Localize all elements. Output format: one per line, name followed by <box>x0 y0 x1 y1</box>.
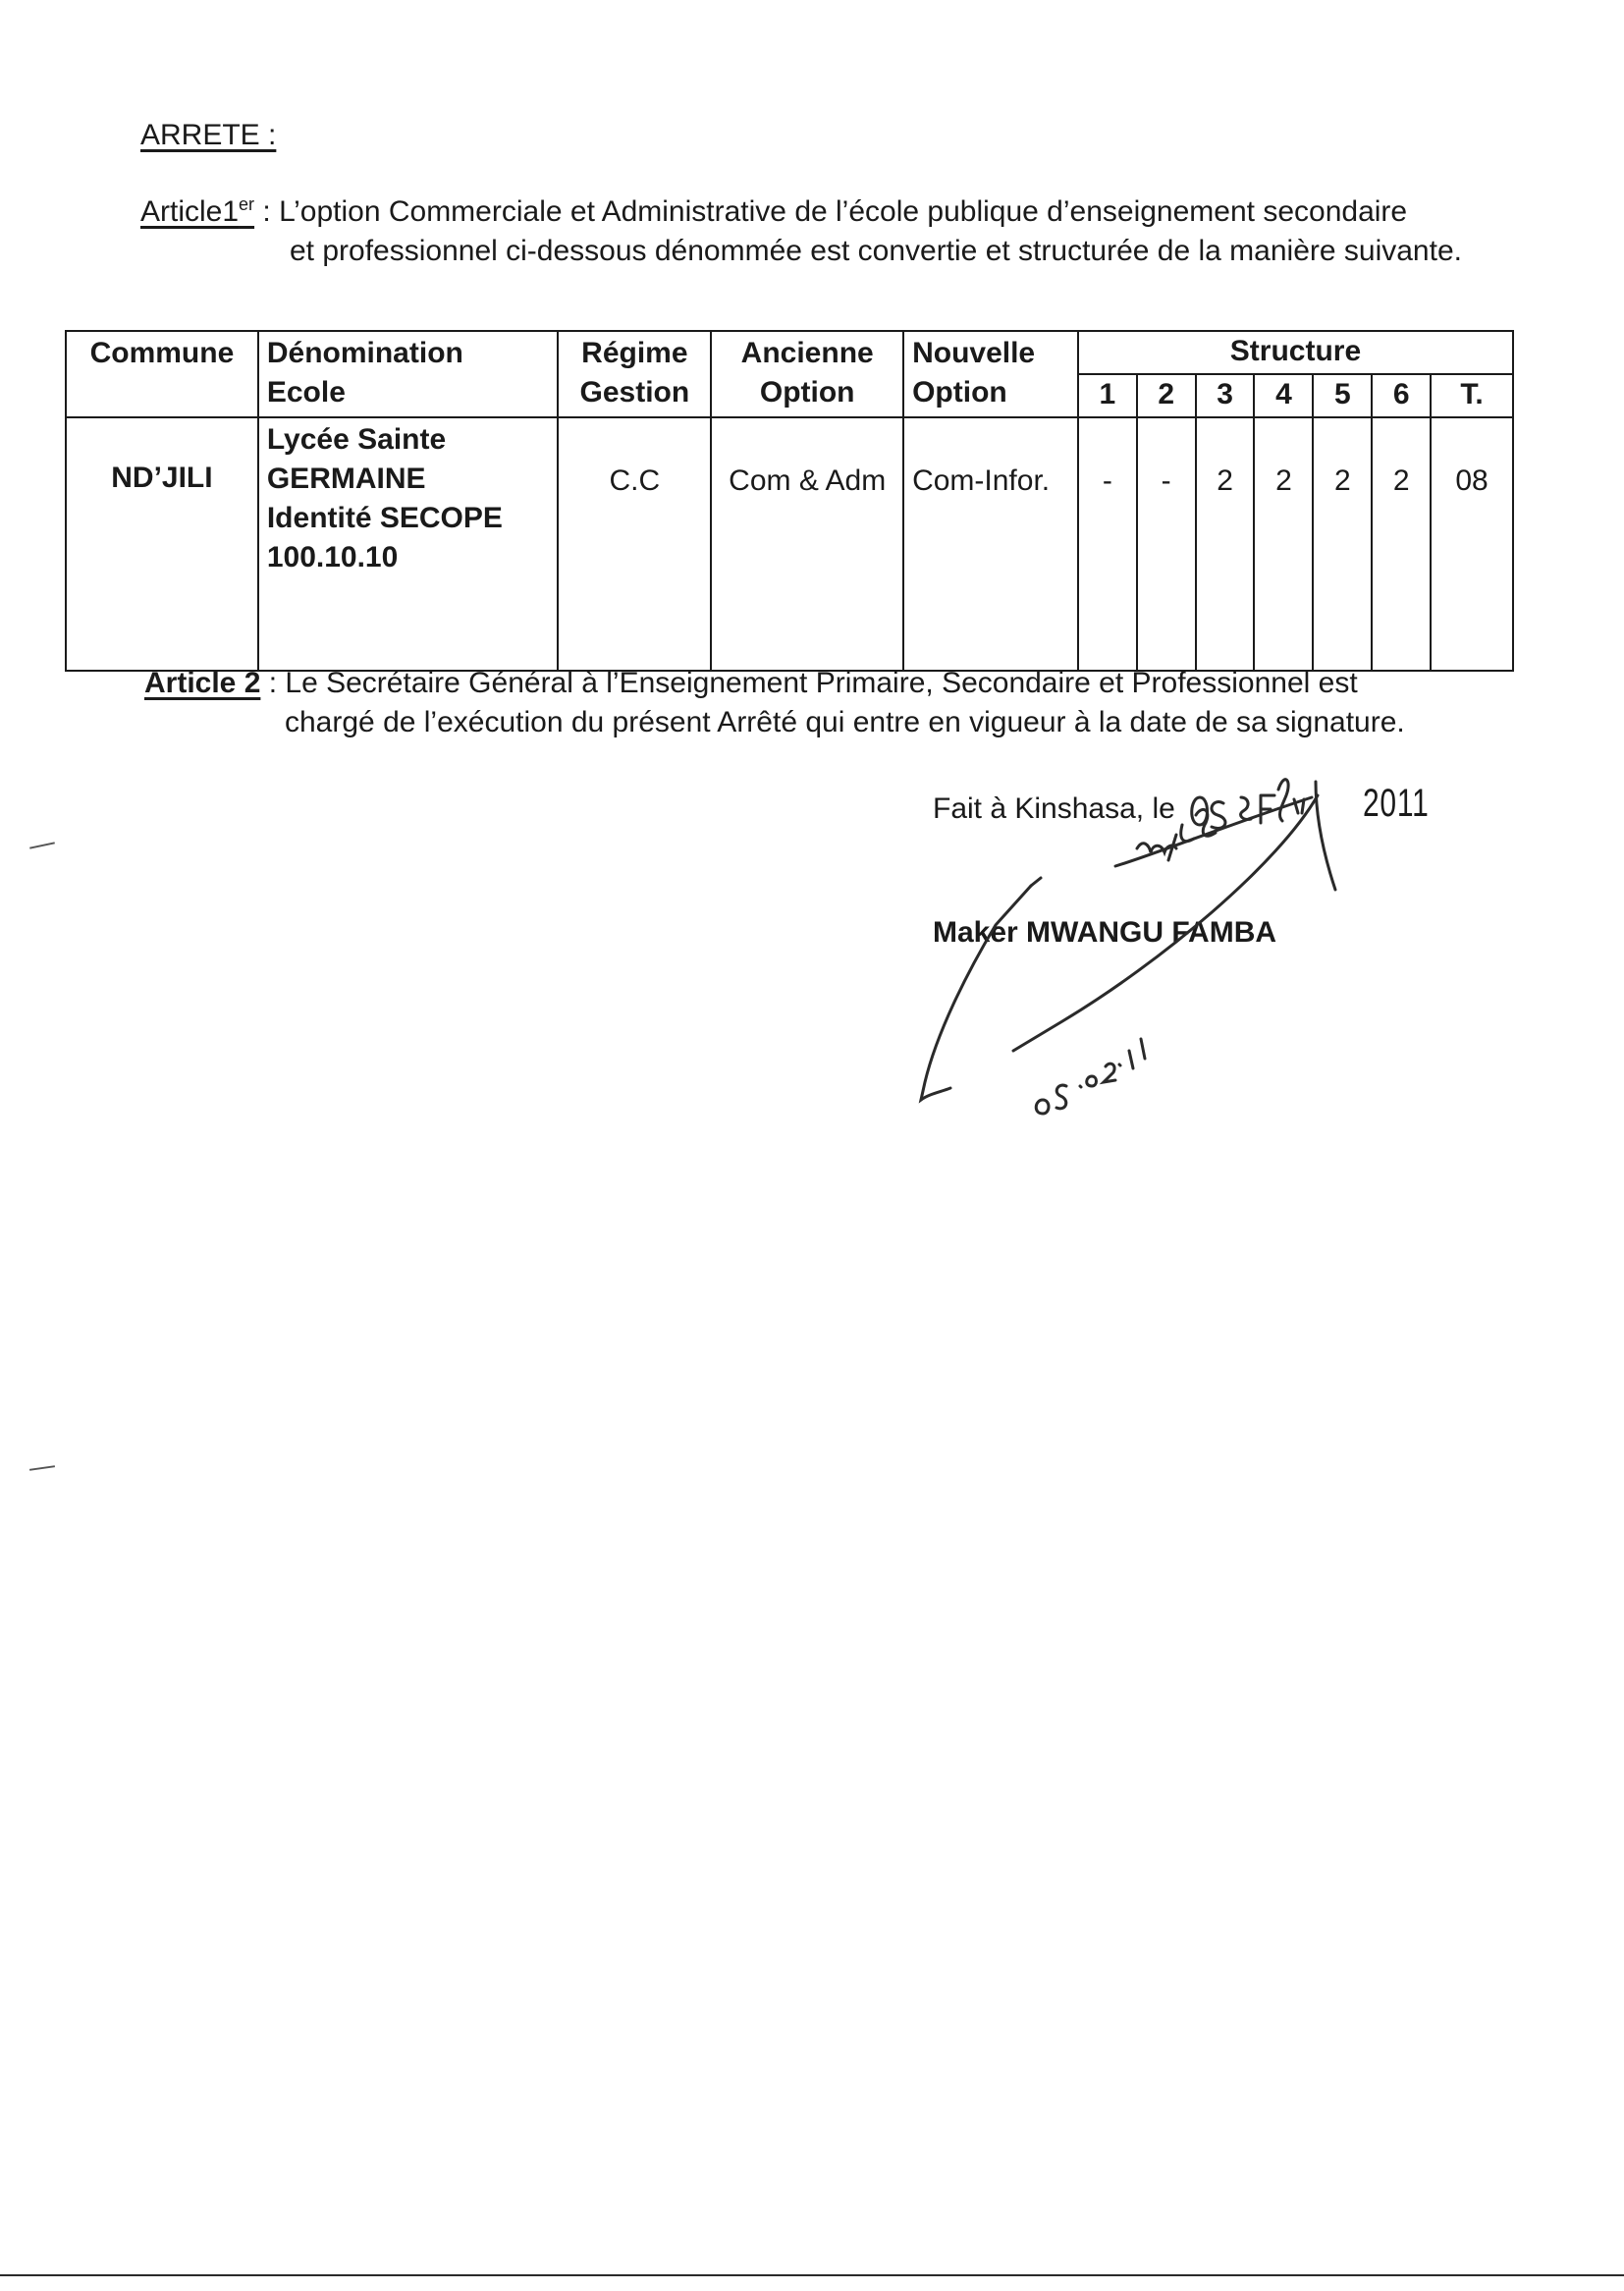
signature-place-date: Fait à Kinshasa, le <box>933 792 1175 825</box>
header-structure-col: T. <box>1431 374 1513 417</box>
signatory-name: Maker MWANGU FAMBA <box>933 916 1277 949</box>
margin-scan-mark <box>29 842 55 848</box>
cell-commune: ND’JILI <box>66 417 258 671</box>
header-structure-col: 1 <box>1078 374 1137 417</box>
article2-text-line2: chargé de l’exécution du présent Arrêté qui entre en vigueur à la date de sa signature. <box>285 706 1405 738</box>
article1-text-line2: et professionnel ci-dessous dénommée est convertie et structurée de la manière suivante. <box>290 235 1462 267</box>
article2-paragraph-line1: Article 2 : Le Secrétaire Général à l’Enseignement Primaire, Secondaire et Professionnel est <box>144 667 1358 699</box>
header-structure-col: 6 <box>1372 374 1431 417</box>
header-commune: Commune <box>66 331 258 417</box>
margin-scan-mark <box>29 1465 55 1471</box>
header-denomination: Dénomination Ecole <box>258 331 559 417</box>
header-regime: Régime Gestion <box>558 331 711 417</box>
cell-nouvelle-option: Com-Infor. <box>903 417 1078 671</box>
header-ancienne-option: Ancienne Option <box>711 331 903 417</box>
header-structure-col: 5 <box>1313 374 1372 417</box>
school-structure-table <box>65 330 1514 672</box>
cell-structure-value: 2 <box>1254 417 1313 671</box>
cell-regime: C.C <box>558 417 711 671</box>
article1-label: Article1er <box>140 194 255 228</box>
header-structure-col: 4 <box>1254 374 1313 417</box>
header-structure-col: 2 <box>1137 374 1196 417</box>
cell-structure-total: 08 <box>1431 417 1513 671</box>
cell-structure-value: 2 <box>1372 417 1431 671</box>
cell-structure-value: - <box>1137 417 1196 671</box>
article1-text-line1: L’option Commerciale et Administrative de l’école publique d’enseignement secondaire <box>279 195 1408 228</box>
header-structure-col: 3 <box>1196 374 1255 417</box>
cell-school-name: Lycée Sainte GERMAINE Identité SECOPE 100.10.10 <box>258 417 559 671</box>
article2-text-line1: Le Secrétaire Général à l’Enseignement Primaire, Secondaire et Professionnel est <box>285 667 1358 699</box>
handwritten-signature <box>884 776 1394 1129</box>
signature-year: 2011 <box>1363 782 1430 825</box>
bottom-scan-edge <box>0 2274 1624 2276</box>
decree-heading: ARRETE : <box>140 119 277 151</box>
article2-label: Article 2 <box>144 667 261 699</box>
cell-structure-value: 2 <box>1313 417 1372 671</box>
table-row <box>66 417 1513 671</box>
cell-structure-value: 2 <box>1196 417 1255 671</box>
article1-paragraph-line1: Article1er : L’option Commerciale et Administrative de l’école publique d’enseignement secondaire <box>140 194 1408 228</box>
cell-ancienne-option: Com & Adm <box>711 417 903 671</box>
header-structure: Structure <box>1078 331 1513 374</box>
header-nouvelle-option: Nouvelle Option <box>903 331 1078 417</box>
cell-structure-value: - <box>1078 417 1137 671</box>
